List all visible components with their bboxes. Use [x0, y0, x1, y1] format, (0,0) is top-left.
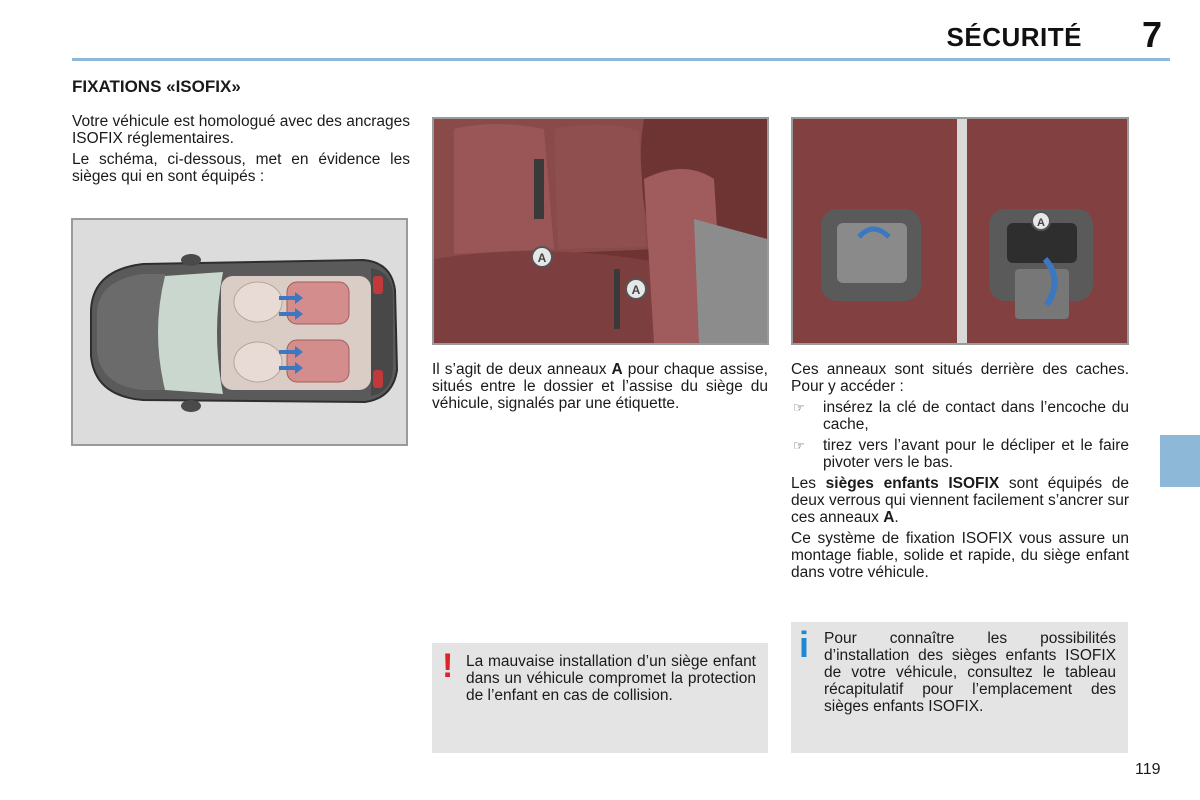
info-note — [791, 622, 1128, 753]
anchor-label-a-text-cover: A — [1037, 217, 1045, 229]
bullet-item: ☞ insérez la clé de contact dans l’encoche du cache, — [793, 399, 1129, 433]
bullet-item: ☞ tirez vers l’avant pour le décliper et le faire pivoter vers le bas. — [793, 437, 1129, 471]
anchor-label-a-cover — [1032, 212, 1050, 230]
warning-note — [432, 643, 768, 753]
anchor-label-a-text-right: A — [631, 283, 641, 297]
chapter-side-tab — [1160, 435, 1200, 487]
anchors-description — [432, 361, 768, 416]
info-icon: i — [799, 624, 810, 665]
header-rule — [72, 58, 1170, 61]
anchors-paragraph: Il s’agit de deux anneaux A pour chaque assise, situés entre le dossier et l’assise du siège du véhicule, signalés par une étiquette. — [432, 361, 768, 412]
rear-seat-anchors-figure — [432, 117, 769, 345]
anchor-label-a-left — [532, 247, 552, 267]
warning-text: La mauvaise installation d’un siège enfant dans un véhicule compromet la protection de l’enfant en cas de collision. — [466, 653, 756, 704]
car-top-view-figure — [71, 218, 408, 446]
access-instructions — [791, 361, 1129, 585]
intro-paragraph-2: Le schéma, ci-dessous, met en évidence les sièges qui en sont équipés : — [72, 151, 410, 185]
child-seat-paragraph: Les sièges enfants ISOFIX sont équipés de deux verrous qui viennent facilement s’ancrer sur ces anneaux A. — [791, 475, 1129, 526]
section-title: FIXATIONS «ISOFIX» — [72, 77, 241, 96]
intro-paragraph-1: Votre véhicule est homologué avec des ancrages ISOFIX réglementaires. — [72, 113, 410, 147]
page-number: 119 — [1135, 761, 1161, 778]
pointing-hand-icon: ☞ — [793, 438, 805, 453]
intro-text — [72, 113, 410, 189]
anchor-cover-detail-figure — [791, 117, 1129, 345]
info-text: Pour connaître les possibilités d’installation des sièges enfants ISOFIX de votre véhicule, consultez le tableau récapitulatif pour l’emplacement des sièges enfants ISOFIX. — [824, 630, 1116, 715]
chapter-number: 7 — [1141, 14, 1162, 55]
access-intro: Ces anneaux sont situés derrière des caches. Pour y accéder : — [791, 361, 1129, 395]
anchor-label-a-right — [626, 279, 646, 299]
system-paragraph: Ce système de fixation ISOFIX vous assure un montage fiable, solide et rapide, du siège enfant dans votre véhicule. — [791, 530, 1129, 581]
anchor-label-a-text-left: A — [537, 251, 547, 265]
pointing-hand-icon: ☞ — [793, 400, 805, 415]
warning-icon: ! — [442, 647, 454, 685]
chapter-title: SÉCURITÉ — [946, 22, 1082, 52]
anchor-reference: A — [611, 361, 623, 378]
